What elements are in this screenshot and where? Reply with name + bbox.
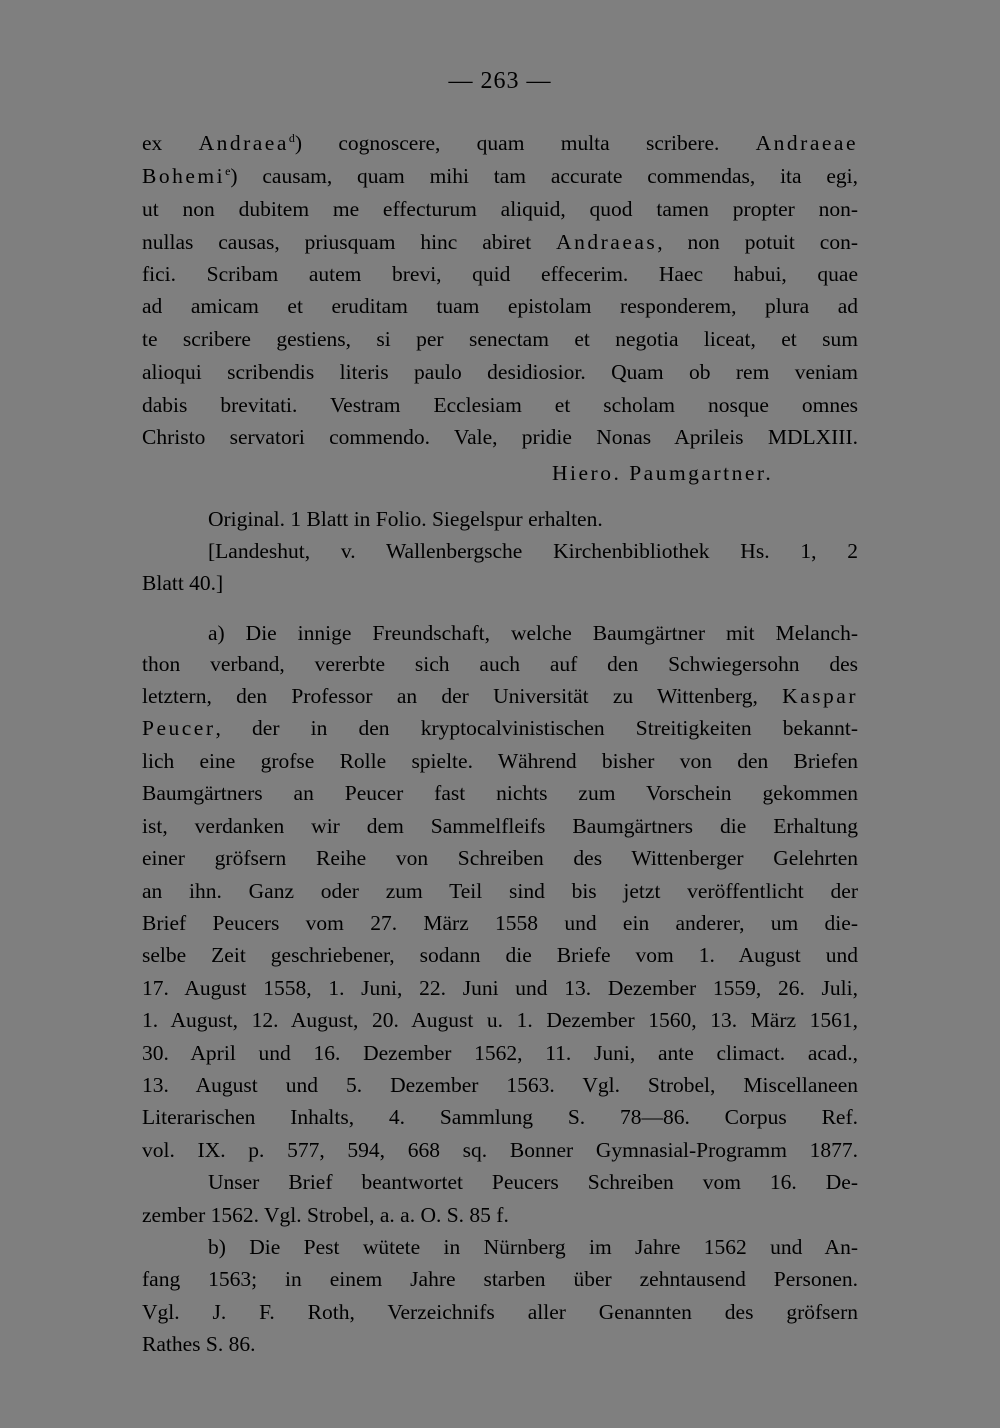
- source-line: Blatt 40.]: [142, 571, 224, 595]
- footnote-line: 13. August und 5. Dezember 1563. Vgl. Strobel, Miscellaneen: [142, 1073, 858, 1097]
- footnote-line: a) Die innige Freundschaft, welche Baumgärtner mit Melanch-: [208, 621, 858, 645]
- footnote-line: Brief Peucers vom 27. März 1558 und ein anderer, um die-: [142, 911, 858, 935]
- letter-signature: Hiero. Paumgartner.: [552, 461, 774, 485]
- footnote-line: 17. August 1558, 1. Juni, 22. Juni und 13. Dezember 1559, 26. Juli,: [142, 976, 858, 1000]
- footnote-line: zember 1562. Vgl. Strobel, a. a. O. S. 85 f.: [142, 1203, 509, 1227]
- letter-line: nullas causas, priusquam hinc abiret Andraeas, non potuit con-: [142, 230, 858, 254]
- letter-line: fici. Scribam autem brevi, quid effecerim. Haec habui, quae: [142, 262, 858, 286]
- footnote-line: Baumgärtners an Peucer fast nichts zum Vorschein gekommen: [142, 781, 858, 805]
- footnote-line: b) Die Pest wütete in Nürnberg im Jahre 1562 und An-: [208, 1235, 858, 1259]
- footnote-line: Rathes S. 86.: [142, 1332, 256, 1356]
- footnote-line: lich eine grofse Rolle spielte. Während bisher von den Briefen: [142, 749, 858, 773]
- letter-line: te scribere gestiens, si per senectam et negotia liceat, et sum: [142, 327, 858, 351]
- footnote-line: selbe Zeit geschriebener, sodann die Briefe vom 1. August und: [142, 943, 858, 967]
- footnote-line: ist, verdanken wir dem Sammelfleifs Baumgärtners die Erhaltung: [142, 814, 858, 838]
- footnote-line: letztern, den Professor an der Universität zu Wittenberg, Kaspar: [142, 684, 858, 708]
- footnote-line: 30. April und 16. Dezember 1562, 11. Juni, ante climact. acad.,: [142, 1041, 858, 1065]
- footnote-line: Vgl. J. F. Roth, Verzeichnifs aller Genannten des gröfsern: [142, 1300, 858, 1324]
- footnote-line: vol. IX. p. 577, 594, 668 sq. Bonner Gymnasial-Programm 1877.: [142, 1138, 858, 1162]
- footnote-line: 1. August, 12. August, 20. August u. 1. Dezember 1560, 13. März 1561,: [142, 1008, 858, 1032]
- footnote-line: Literarischen Inhalts, 4. Sammlung S. 78—86. Corpus Ref.: [142, 1105, 858, 1129]
- letter-line: ad amicam et eruditam tuam epistolam responderem, plura ad: [142, 294, 858, 318]
- letter-line: alioqui scribendis literis paulo desidiosior. Quam ob rem veniam: [142, 360, 858, 384]
- footnote-line: thon verband, vererbte sich auch auf den Schwiegersohn des: [142, 652, 858, 676]
- footnote-line: Unser Brief beantwortet Peucers Schreiben vom 16. De-: [208, 1170, 858, 1194]
- footnote-line: einer gröfsern Reihe von Schreiben des Wittenberger Gelehrten: [142, 846, 858, 870]
- footnote-line: fang 1563; in einem Jahre starben über zehntausend Personen.: [142, 1267, 858, 1291]
- letter-line: ex Andraea$^d$) cognoscere, quam multa scribere. Andraeae: [142, 131, 859, 155]
- letter-line: ut non dubitem me effecturum aliquid, quod tamen propter non-: [142, 197, 858, 221]
- letter-line: Christo servatori commendo. Vale, pridie Nonas Aprileis MDLXIII.: [142, 425, 858, 449]
- letter-line: Bohemi$^e$) causam, quam mihi tam accurate commendas, ita egi,: [142, 164, 858, 188]
- letter-line: dabis brevitati. Vestram Ecclesiam et scholam nosque omnes: [142, 393, 858, 417]
- footnote-line: an ihn. Ganz oder zum Teil sind bis jetzt veröffentlicht der: [142, 879, 858, 903]
- source-line: [Landeshut, v. Wallenbergsche Kirchenbibliothek Hs. 1, 2: [208, 539, 858, 563]
- page-number: — 263 —: [448, 68, 552, 94]
- source-line: Original. 1 Blatt in Folio. Siegelspur erhalten.: [208, 507, 603, 531]
- footnote-line: Peucer, der in den kryptocalvinistischen Streitigkeiten bekannt-: [142, 716, 858, 740]
